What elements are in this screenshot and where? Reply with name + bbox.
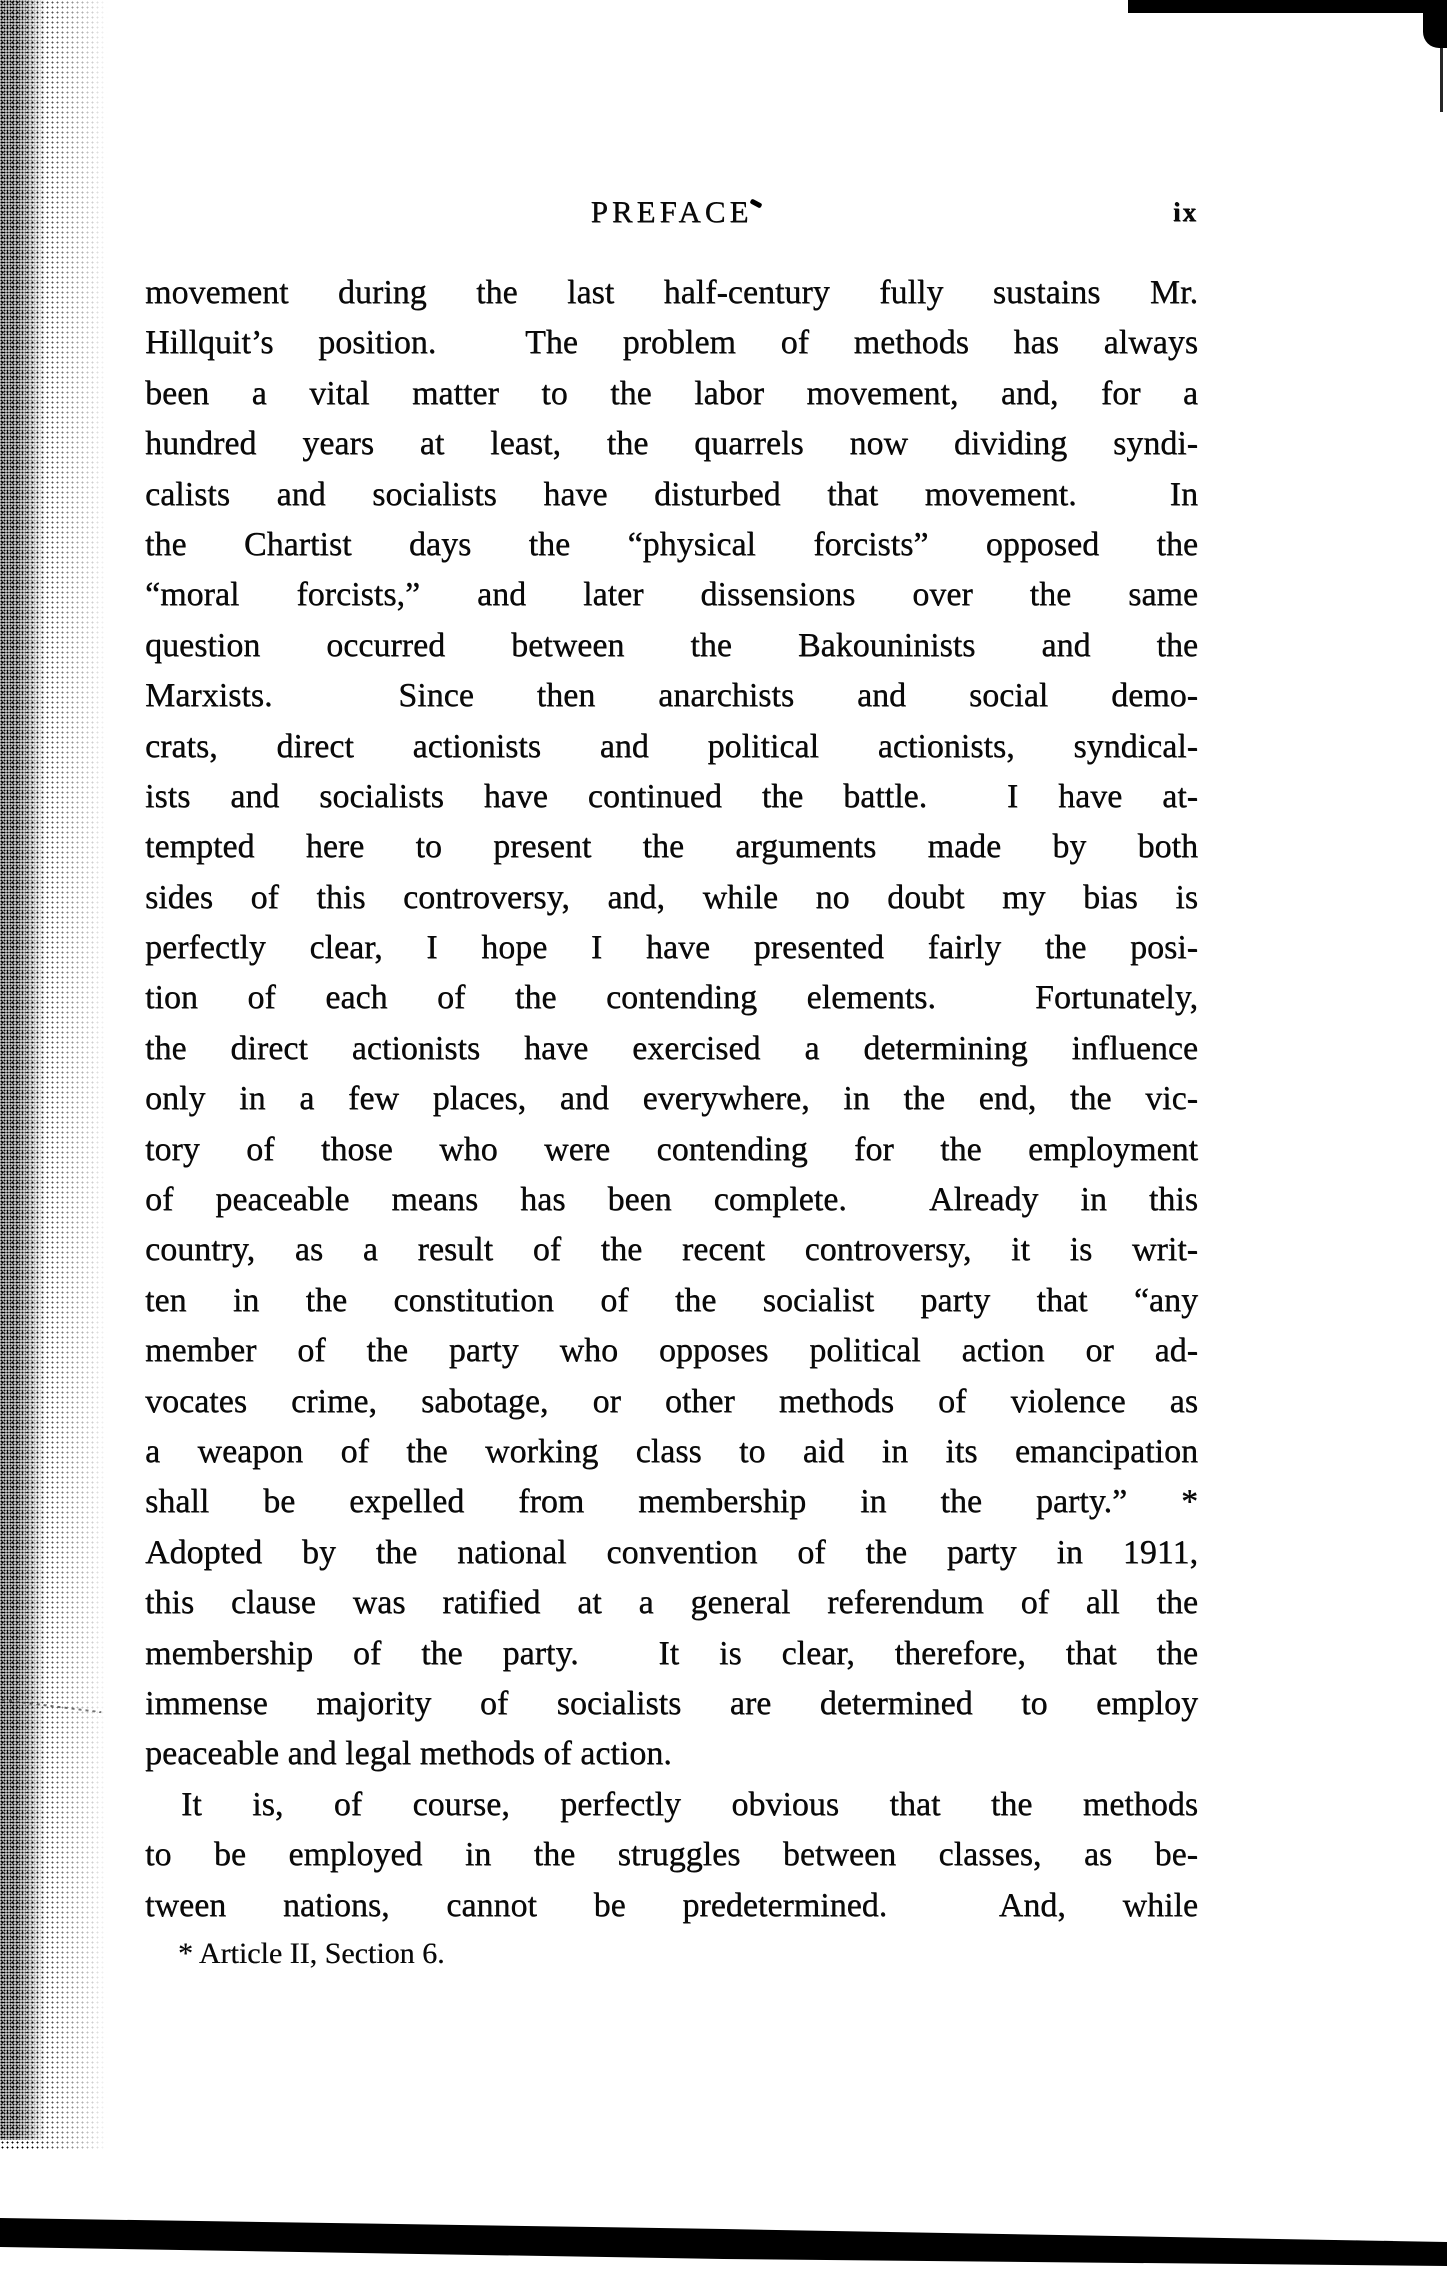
page-header [145,196,1198,227]
text-line: It is, of course, perfectly obvious that the methods [181,1785,1198,1823]
text-line: the direct actionists have exercised a determining influence [145,1029,1198,1067]
text-line: vocates crime, sabotage, or other methods of violence as [145,1382,1198,1420]
text-line: a weapon of the working class to aid in its emancipation [145,1432,1198,1470]
text-line: hundred years at least, the quarrels now dividing syndi- [145,425,1198,463]
text-line: tory of those who were contending for the employment [145,1130,1198,1168]
scan-artifact-top-bar [1128,0,1447,13]
text-line: tion of each of the contending elements. Fortunately, [145,979,1198,1017]
text-line: the Chartist days the “physical forcists” opposed the [145,525,1198,563]
text-line: Adopted by the national convention of the party in 1911, [145,1533,1198,1571]
text-line: “moral forcists,” and later dissensions over the same [145,576,1198,614]
text-line: member of the party who opposes political action or ad- [145,1332,1198,1370]
text-line: shall be expelled from membership in the party.” * [145,1483,1198,1521]
text-line: ten in the constitution of the socialist party that “any [145,1281,1198,1319]
text-line: movement during the last half-century fully sustains Mr. [145,274,1198,311]
page-number: ix [1172,197,1198,227]
text-line: of peaceable means has been complete. Already in this [145,1181,1198,1219]
scan-artifact-corner-line [1440,44,1443,112]
text-line: Marxists. Since then anarchists and social demo- [145,677,1198,715]
text-line: been a vital matter to the labor movement, and, for a [145,374,1198,412]
text-line: immense majority of socialists are determined to employ [145,1684,1198,1722]
text-line: this clause was ratified at a general referendum of all the [145,1584,1198,1622]
text-line: peaceable and legal methods of action. [145,1735,672,1773]
text-line: to be employed in the struggles between classes, as be- [145,1836,1198,1874]
text-line: sides of this controversy, and, while no doubt my bias is [145,878,1198,916]
text-line: Hillquit’s position. The problem of methods has always [145,324,1198,362]
body-text [145,268,1198,1931]
text-line: tween nations, cannot be predetermined. And, while [145,1886,1198,1924]
text-line: tempted here to present the arguments made by both [145,828,1198,866]
text-line: ists and socialists have continued the battle. I have at- [145,777,1198,815]
text-line: country, as a result of the recent controversy, it is writ- [145,1231,1198,1269]
text-line: crats, direct actionists and political actionists, syndical- [145,727,1198,765]
scan-artifact-bottom-band [0,2200,1447,2269]
text-line: question occurred between the Bakouninists and the [145,626,1198,664]
text-line: only in a few places, and everywhere, in the end, the vic- [145,1080,1198,1118]
page-title: PREFACE [590,194,753,229]
text-line: calists and socialists have disturbed that movement. In [145,475,1198,513]
footnote: * Article II, Section 6. [178,1937,445,1970]
text-line: membership of the party. It is clear, therefore, that the [145,1634,1198,1672]
scan-artifact-corner-blob [1423,0,1447,48]
text-line: perfectly clear, I hope I have presented fairly the posi- [145,929,1198,967]
scan-artifact-left-edge-dense [0,0,46,2140]
